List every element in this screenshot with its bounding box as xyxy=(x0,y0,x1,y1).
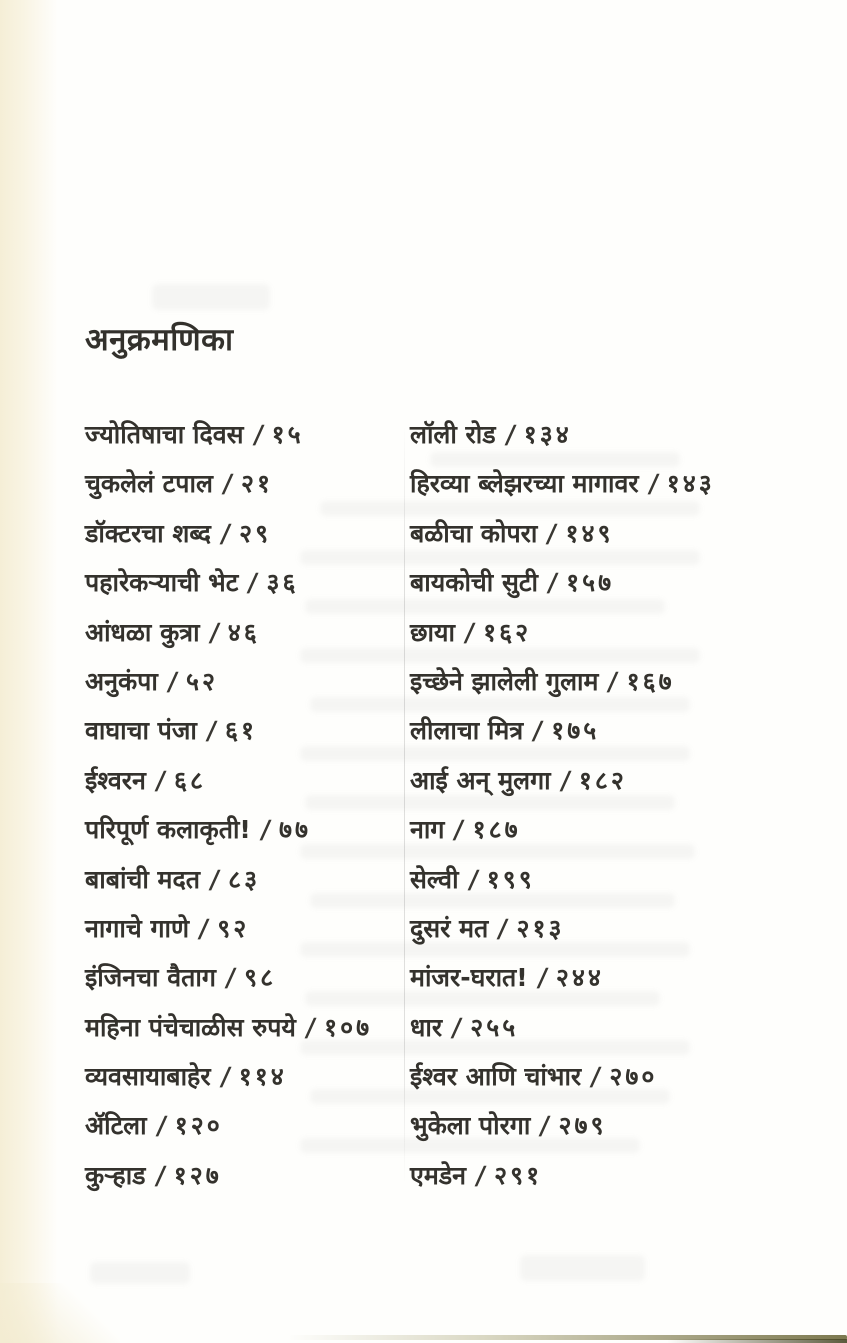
page-number: ७७ xyxy=(278,815,311,845)
toc-heading: अनुक्रमणिका xyxy=(85,322,234,358)
separator-slash: / xyxy=(153,1160,167,1190)
toc-entry xyxy=(410,805,830,854)
toc-entry xyxy=(410,410,830,459)
page-number: १६७ xyxy=(626,666,675,696)
separator-slash: / xyxy=(545,568,560,598)
separator-slash: / xyxy=(558,765,572,795)
page-number: २४४ xyxy=(555,963,604,993)
toc-entry xyxy=(410,657,830,706)
chapter-title: ईश्वरन xyxy=(85,765,146,795)
chapter-title: ॲटिला xyxy=(85,1111,147,1141)
chapter-title: इच्छेने झालेली गुलाम xyxy=(410,666,599,696)
chapter-title: बाबांची मदत xyxy=(85,864,201,894)
chapter-title: वाघाचा पंजा xyxy=(85,716,197,746)
page-number: ३६ xyxy=(266,568,299,598)
chapter-title: कुऱ्हाड xyxy=(85,1160,146,1190)
chapter-title: बळीचा कोपरा xyxy=(410,518,538,548)
chapter-title: हिरव्या ब्लेझरच्या मागावर xyxy=(410,469,639,499)
toc-entry xyxy=(85,904,415,953)
page-number: २९१ xyxy=(494,1160,543,1190)
separator-slash: / xyxy=(589,1062,603,1092)
page-number: १८७ xyxy=(472,815,521,845)
toc-entry xyxy=(85,855,415,904)
separator-slash: / xyxy=(258,815,273,845)
toc-entry xyxy=(85,410,415,459)
bleed-through-artifact xyxy=(152,284,270,310)
separator-slash: / xyxy=(450,1012,464,1042)
chapter-title: सेल्वी xyxy=(410,864,459,894)
toc-entry xyxy=(410,1101,830,1150)
separator-slash: / xyxy=(207,617,221,647)
page-number: १०७ xyxy=(324,1012,373,1042)
separator-slash: / xyxy=(218,1062,232,1092)
toc-entry xyxy=(85,558,415,607)
toc-left-column xyxy=(85,410,415,1200)
page-number: ६८ xyxy=(174,765,207,795)
chapter-title: छाया xyxy=(410,617,455,647)
chapter-title: ज्योतिषाचा दिवस xyxy=(85,420,244,449)
page-number: २९ xyxy=(239,518,272,548)
toc-entry xyxy=(85,459,415,508)
separator-slash: / xyxy=(503,420,517,449)
separator-slash: / xyxy=(466,864,480,894)
chapter-title: आई अन् मुलगा xyxy=(410,765,551,795)
separator-slash: / xyxy=(496,913,510,943)
separator-slash: / xyxy=(204,716,219,746)
page-number: ८३ xyxy=(228,864,261,894)
page-number: १४९ xyxy=(565,518,614,548)
chapter-title: इंजिनचा वैताग xyxy=(85,963,216,993)
chapter-title: महिना पंचेचाळीस रुपये xyxy=(85,1012,296,1042)
toc-entry xyxy=(410,558,830,607)
page-number: १९९ xyxy=(486,864,535,894)
separator-slash: / xyxy=(218,518,233,548)
separator-slash: / xyxy=(606,666,620,696)
separator-slash: / xyxy=(154,1111,168,1141)
separator-slash: / xyxy=(538,1111,552,1141)
toc-entry xyxy=(410,509,830,558)
bleed-through-artifact xyxy=(90,1262,190,1284)
toc-entry xyxy=(410,953,830,1002)
separator-slash: / xyxy=(452,815,466,845)
page-number: १८२ xyxy=(578,765,627,795)
page-number: १५ xyxy=(271,420,304,449)
toc-entry xyxy=(410,608,830,657)
chapter-title: धार xyxy=(410,1012,443,1042)
chapter-title: एमडेन xyxy=(410,1160,467,1190)
page-number: ९२ xyxy=(217,913,250,943)
chapter-title: चुकलेलं टपाल xyxy=(85,469,213,499)
separator-slash: / xyxy=(208,864,222,894)
bleed-through-artifact xyxy=(520,1255,645,1281)
toc-entry xyxy=(85,706,415,755)
page-number: १२७ xyxy=(173,1160,222,1190)
page-number: २१३ xyxy=(516,913,565,943)
toc-entry xyxy=(85,756,415,805)
separator-slash: / xyxy=(251,420,265,449)
separator-slash: / xyxy=(246,568,260,598)
toc-entry xyxy=(410,1052,830,1101)
chapter-title: मांजर-घरात! xyxy=(410,963,528,993)
page-number: २७९ xyxy=(558,1111,607,1141)
separator-slash: / xyxy=(462,617,477,647)
chapter-title: नाग xyxy=(410,815,445,845)
toc-entry xyxy=(410,706,830,755)
page-bottom-corner-line xyxy=(667,1339,847,1343)
chapter-title: बायकोची सुटी xyxy=(410,568,538,598)
page-number: २७० xyxy=(609,1062,658,1092)
toc-entry xyxy=(410,855,830,904)
page-number: ६१ xyxy=(225,716,258,746)
toc-entry xyxy=(85,509,415,558)
chapter-title: व्यवसायाबाहेर xyxy=(85,1062,211,1092)
page-number: १४३ xyxy=(666,469,715,499)
chapter-title: भुकेला पोरगा xyxy=(410,1111,531,1141)
separator-slash: / xyxy=(646,469,660,499)
toc-entry xyxy=(85,1052,415,1101)
toc-entry xyxy=(85,1003,415,1052)
page-corner-shading xyxy=(0,1283,120,1343)
separator-slash: / xyxy=(223,963,238,993)
chapter-title: नागाचे गाणे xyxy=(85,913,190,943)
page-number: १६२ xyxy=(483,617,532,647)
page-number: १७५ xyxy=(551,716,600,746)
toc-entry xyxy=(410,459,830,508)
separator-slash: / xyxy=(535,963,549,993)
page-number: २१ xyxy=(241,469,274,499)
toc-right-column xyxy=(410,410,830,1200)
toc-entry xyxy=(410,756,830,805)
page-number: ४६ xyxy=(227,617,260,647)
chapter-title: पहारेकऱ्याची भेट xyxy=(85,568,239,598)
toc-entry xyxy=(410,904,830,953)
chapter-title: ईश्वर आणि चांभार xyxy=(410,1062,582,1092)
page-number: १५७ xyxy=(566,568,615,598)
page-number: ११४ xyxy=(238,1062,287,1092)
page-left-edge-shading xyxy=(0,0,58,1343)
page-number: १२० xyxy=(174,1111,223,1141)
chapter-title: अनुकंपा xyxy=(85,666,158,696)
page-number: ५२ xyxy=(186,666,219,696)
toc-entry xyxy=(85,805,415,854)
toc-entry xyxy=(410,1151,830,1200)
toc-entry xyxy=(85,1151,415,1200)
page-number: ९८ xyxy=(244,963,277,993)
chapter-title: आंधळा कुत्रा xyxy=(85,617,200,647)
chapter-title: परिपूर्ण कलाकृती! xyxy=(85,815,251,845)
separator-slash: / xyxy=(197,913,211,943)
separator-slash: / xyxy=(303,1012,318,1042)
chapter-title: डॉक्टरचा शब्द xyxy=(85,518,211,548)
separator-slash: / xyxy=(545,518,559,548)
separator-slash: / xyxy=(531,716,545,746)
toc-entry xyxy=(85,657,415,706)
separator-slash: / xyxy=(153,765,168,795)
toc-entry xyxy=(85,953,415,1002)
toc-entry xyxy=(85,1101,415,1150)
chapter-title: लीलाचा मित्र xyxy=(410,716,524,746)
page-number: १३४ xyxy=(523,420,572,449)
separator-slash: / xyxy=(220,469,235,499)
toc-entry xyxy=(85,608,415,657)
toc-entry xyxy=(410,1003,830,1052)
page-number: २५५ xyxy=(470,1012,519,1042)
chapter-title: लॉली रोड xyxy=(410,420,496,449)
separator-slash: / xyxy=(165,666,180,696)
chapter-title: दुसरं मत xyxy=(410,913,489,943)
separator-slash: / xyxy=(474,1160,488,1190)
